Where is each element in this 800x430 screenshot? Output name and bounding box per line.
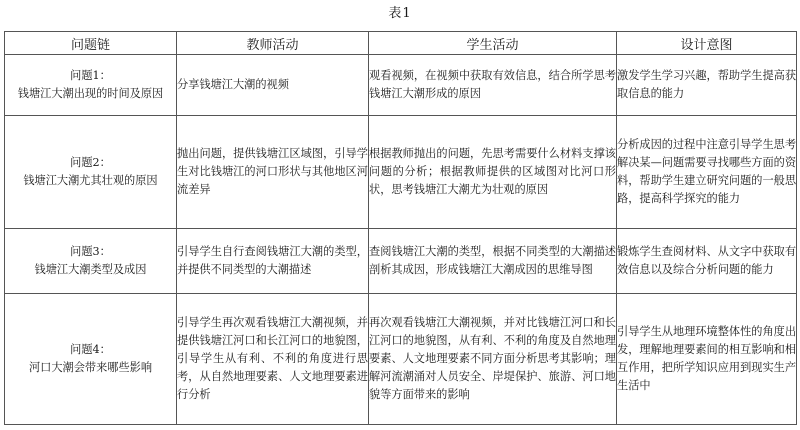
- table-row: [5, 294, 797, 425]
- table-row: [5, 116, 797, 229]
- lesson-design-table: [4, 31, 797, 425]
- header-design-intent: 设计意图: [617, 32, 797, 55]
- question-number: 问题3：: [70, 245, 111, 258]
- question-number: 问题4：: [70, 343, 111, 356]
- header-question-chain: 问题链: [5, 32, 177, 55]
- question-text: 河口大潮会带来哪些影响: [28, 361, 153, 374]
- question-number: 问题1：: [70, 69, 111, 82]
- design-intent-cell: 激发学生学习兴趣，帮助学生提高获取信息的能力: [617, 55, 797, 116]
- teacher-activity-cell: 引导学生自行查阅钱塘江大潮的类型，并提供不同类型的大潮描述: [177, 229, 369, 294]
- table-header-row: [5, 32, 797, 55]
- question-text: 钱塘江大潮尤其壮观的原因: [23, 174, 158, 187]
- student-activity-cell: 查阅钱塘江大潮的类型，根据不同类型的大潮描述剖析其成因，形成钱塘江大潮成因的思维导图: [369, 229, 617, 294]
- student-activity-cell: 观看视频，在视频中获取有效信息，结合所学思考钱塘江大潮形成的原因: [369, 55, 617, 116]
- question-number: 问题2：: [70, 156, 111, 169]
- header-teacher-activity: 教师活动: [177, 32, 369, 55]
- design-intent-cell: 引导学生从地理环境整体性的角度出发，理解地理要素间的相互影响和相互作用，把所学知识应用到现实生产生活中: [617, 294, 797, 425]
- header-student-activity: 学生活动: [369, 32, 617, 55]
- question-chain-cell: [5, 116, 177, 229]
- question-chain-cell: [5, 229, 177, 294]
- teacher-activity-cell: 分享钱塘江大潮的视频: [177, 55, 369, 116]
- teacher-activity-cell: 引导学生再次观看钱塘江大潮视频，并提供钱塘江河口和长江河口的地貌图，引导学生从有利、不利的角度进行思考，从自然地理要素、人文地理要素进行分析: [177, 294, 369, 425]
- student-activity-cell: 根据教师抛出的问题，先思考需要什么材料支撑该问题的分析；根据教师提供的区域图对比河口形状，思考钱塘江大潮尤为壮观的原因: [369, 116, 617, 229]
- design-intent-cell: 分析成因的过程中注意引导学生思考解决某—问题需要寻找哪些方面的资料，帮助学生建立研究问题的一般思路，提高科学探究的能力: [617, 116, 797, 229]
- table-row: [5, 55, 797, 116]
- question-chain-cell: [5, 55, 177, 116]
- question-text: 钱塘江大潮类型及成因: [34, 263, 147, 276]
- question-text: 钱塘江大潮出现的时间及原因: [17, 87, 164, 100]
- student-activity-cell: 再次观看钱塘江大潮视频，并对比钱塘江河口和长江河口的地貌图，从有利、不利的角度及自然地理要素、人文地理要素不同方面分析思考其影响；理解河流潮涌对人员安全、岸堤保护、旅游、河口地貌等方面带来的影响: [369, 294, 617, 425]
- table-caption: 表1: [388, 6, 412, 21]
- design-intent-cell: 锻炼学生查阅材料、从文字中获取有效信息以及综合分析问题的能力: [617, 229, 797, 294]
- teacher-activity-cell: 抛出问题，提供钱塘江区域图，引导学生对比钱塘江的河口形状与其他地区河流差异: [177, 116, 369, 229]
- question-chain-cell: [5, 294, 177, 425]
- table-row: [5, 229, 797, 294]
